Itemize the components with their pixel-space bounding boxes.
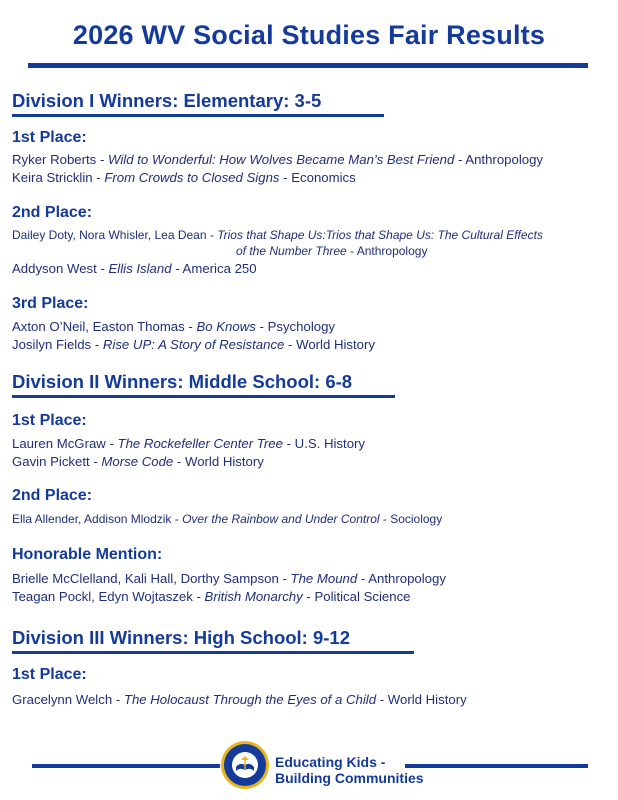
division-1-rule xyxy=(12,114,384,117)
entry-category: - Economics xyxy=(279,170,356,185)
entry-category: - America 250 xyxy=(171,261,257,276)
div1-first-place-label: 1st Place: xyxy=(12,129,87,146)
entry-names: Brielle McClelland, Kali Hall, Dorthy Sampson - xyxy=(12,571,291,586)
entry-category: - Anthropology xyxy=(357,571,446,586)
list-item xyxy=(12,337,375,352)
entry-project: The Mound xyxy=(290,571,358,586)
entry-names: Teagan Pockl, Edyn Wojtaszek - xyxy=(12,589,205,604)
school-seal-logo xyxy=(220,740,270,790)
entry-category: - U.S. History xyxy=(282,436,366,451)
entry-names: Gavin Pickett - xyxy=(12,454,102,469)
entry-project: Over the Rainbow and Under Control xyxy=(182,512,380,526)
entry-project: The Rockefeller Center Tree xyxy=(117,436,283,451)
list-item xyxy=(12,692,467,707)
entry-category: - Anthropology xyxy=(454,152,544,167)
entry-category: - World History xyxy=(173,454,264,469)
division-1-heading: Division I Winners: Elementary: 3-5 xyxy=(12,90,322,111)
tagline-line-1: Educating Kids - xyxy=(275,754,386,770)
entry-project-continued: of the Number Three xyxy=(236,244,347,258)
title-rule xyxy=(28,63,588,68)
entry-project: British Monarchy xyxy=(204,589,303,604)
list-item xyxy=(12,170,356,185)
entry-category: - Psychology xyxy=(255,319,336,334)
list-item xyxy=(12,589,411,604)
list-item xyxy=(12,152,543,167)
entry-category: - Anthropology xyxy=(346,244,428,258)
division-3-rule xyxy=(12,651,414,654)
entry-names: Dailey Doty, Nora Whisler, Lea Dean - xyxy=(12,228,218,242)
div3-first-place-label: 1st Place: xyxy=(12,666,87,683)
footer-tagline xyxy=(275,754,424,786)
entry-names: Axton O’Neil, Easton Thomas - xyxy=(12,319,197,334)
entry-names: Lauren McGraw - xyxy=(12,436,118,451)
entry-names: Keira Stricklin - xyxy=(12,170,105,185)
entry-project: Morse Code xyxy=(101,454,174,469)
entry-project: Bo Knows xyxy=(196,319,256,334)
list-item xyxy=(12,319,335,334)
entry-category: - Sociology xyxy=(379,512,443,526)
entry-project: Trios that Shape Us:Trios that Shape Us: The Cultural Effects xyxy=(217,228,543,242)
div2-honorable-mention-label: Honorable Mention: xyxy=(12,546,163,563)
div1-third-place-label: 3rd Place: xyxy=(12,295,89,312)
tagline-line-2: Building Communities xyxy=(275,770,424,786)
entry-project: Ellis Island xyxy=(108,261,172,276)
list-item xyxy=(12,512,442,526)
list-item-continuation xyxy=(236,244,427,258)
div2-second-place-label: 2nd Place: xyxy=(12,487,93,504)
div2-first-place-label: 1st Place: xyxy=(12,412,87,429)
entry-names: Josilyn Fields - xyxy=(12,337,103,352)
division-2-rule xyxy=(12,395,395,398)
division-3-heading: Division III Winners: High School: 9-12 xyxy=(12,627,351,648)
entry-names: Ryker Roberts - xyxy=(12,152,108,167)
entry-category: - World History xyxy=(284,337,376,352)
list-item xyxy=(12,228,543,242)
entry-names: Addyson West - xyxy=(12,261,109,276)
div1-second-place-label: 2nd Place: xyxy=(12,204,93,221)
entry-project: Wild to Wonderful: How Wolves Became Man’s Best Friend xyxy=(108,152,455,167)
list-item xyxy=(12,261,257,276)
seal-icon xyxy=(220,740,270,790)
entry-project: Rise UP: A Story of Resistance xyxy=(102,337,285,352)
entry-category: - Political Science xyxy=(302,589,411,604)
entry-names: Gracelynn Welch - xyxy=(12,692,124,707)
entry-project: From Crowds to Closed Signs xyxy=(104,170,280,185)
entry-project: The Holocaust Through the Eyes of a Child xyxy=(123,692,377,707)
page-title: 2026 WV Social Studies Fair Results xyxy=(72,20,546,50)
list-item xyxy=(12,571,446,586)
footer-rule-right xyxy=(405,764,588,768)
entry-category: - World History xyxy=(376,692,467,707)
list-item xyxy=(12,436,365,451)
entry-names: Ella Allender, Addison Mlodzik - xyxy=(12,512,183,526)
footer-rule-left xyxy=(32,764,220,768)
list-item xyxy=(12,454,264,469)
division-2-heading: Division II Winners: Middle School: 6-8 xyxy=(12,371,353,392)
